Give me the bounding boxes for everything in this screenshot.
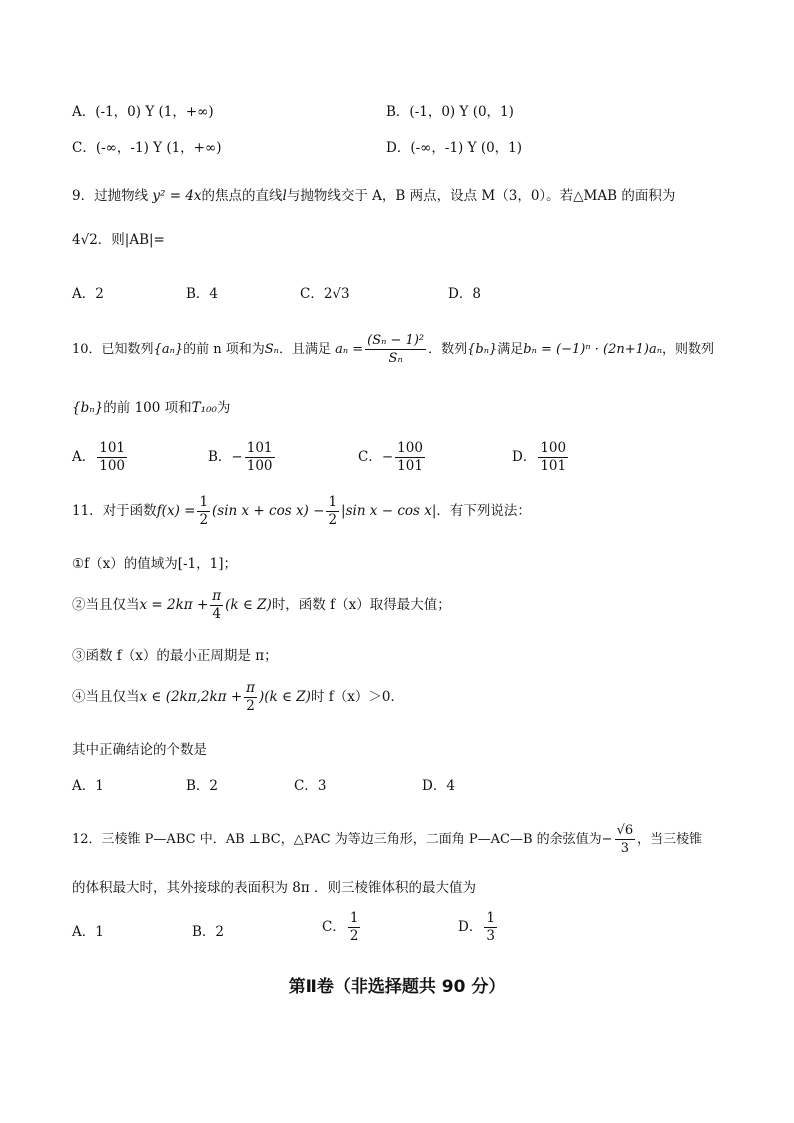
q10-option-c: C．− $\frac{100}{101}$ — [358, 440, 423, 474]
q11-option-d: D．4 — [422, 778, 455, 794]
q10-stem-cont: {bₙ}的前 100 项和T₁₀₀为 — [72, 400, 231, 416]
q10-an-fraction: $\frac{\text{(Sₙ − 1)²}}{\text{Sₙ}}$ — [367, 333, 425, 366]
q11-statement-3: ③函数 f（x）的最小正周期是 π； — [72, 648, 278, 664]
q9-option-c: C．2√3 — [300, 286, 350, 302]
q11-option-a: A．1 — [72, 778, 104, 794]
q9-option-b: B．4 — [186, 286, 219, 302]
q12-stem: 12．三棱锥 P—ABC 中．AB ⊥BC，△PAC 为等边三角形，二面角 P—AC—B 的余弦值为− $\frac{√6}{3}$ ，当三棱锥 — [72, 823, 703, 856]
q11-option-b: B．2 — [186, 778, 219, 794]
q8-option-c: C．(-∞，-1) Y (1，+∞) — [72, 140, 222, 156]
q10-option-d: D． $\frac{100}{101}$ — [512, 440, 567, 474]
q11-conclusion: 其中正确结论的个数是 — [72, 742, 207, 758]
q9-option-d: D．8 — [448, 286, 481, 302]
q11-stem: 11．对于函数f(x) = $\frac{1}{2}$ (sin x + cos x) − $\frac{1}{2}$ |sin x − cos x|．有下列说法： — [72, 494, 531, 528]
q10-option-a: A． $\frac{101}{100}$ — [72, 440, 126, 474]
q12-option-d: D． $\frac{1}{3}$ — [458, 910, 495, 944]
q11-statement-1: ①f（x）的值域为[-1，1]； — [72, 556, 237, 572]
q8-option-b: B．(-1，0) Y (0，1) — [386, 104, 514, 120]
q10-stem: 10．已知数列{aₙ}的前 n 项和为Sₙ．且满足 aₙ = $\frac{\text{(Sₙ − 1)²}}{\text{Sₙ}}$ ．数列{bₙ}满足bₙ = (−1)ⁿ · (2n+1)aₙ，则数列 — [72, 333, 715, 366]
q12-option-c: C． $\frac{1}{2}$ — [322, 910, 359, 944]
q10-option-b: B．− $\frac{101}{100}$ — [208, 440, 273, 474]
q9-parabola-equation: y² = 4x — [152, 188, 202, 204]
q8-option-a: A．(-1，0) Y (1，+∞) — [72, 104, 214, 120]
q9-area-value: 4√2 — [72, 232, 98, 248]
q8-option-d: D．(-∞，-1) Y (0，1) — [386, 140, 523, 156]
q11-option-c: C．3 — [294, 778, 327, 794]
q9-option-a: A．2 — [72, 286, 104, 302]
section-title: 第Ⅱ卷（非选择题共 90 分） — [288, 977, 506, 997]
q11-statement-2: ②当且仅当x = 2kπ + $\frac{\pi}{4}$ (k ∈ Z)时，函数 f（x）取得最大值； — [72, 588, 451, 622]
q12-option-a: A．1 — [72, 924, 104, 940]
q12-stem-cont: 的体积最大时，其外接球的表面积为 8π ．则三棱锥体积的最大值为 — [72, 880, 477, 896]
q9-stem-cont: 4√2．则|AB|= — [72, 232, 165, 248]
q11-statement-4: ④当且仅当x ∈ (2kπ,2kπ + $\frac{\pi}{2}$ )(k ∈ Z)时 f（x）＞0． — [72, 680, 404, 714]
q9-stem: 9．过抛物线 y² = 4x的焦点的直线l与抛物线交于 A，B 两点，设点 M（3，0）。若△MAB 的面积为 — [72, 188, 676, 204]
q12-option-b: B．2 — [192, 924, 225, 940]
